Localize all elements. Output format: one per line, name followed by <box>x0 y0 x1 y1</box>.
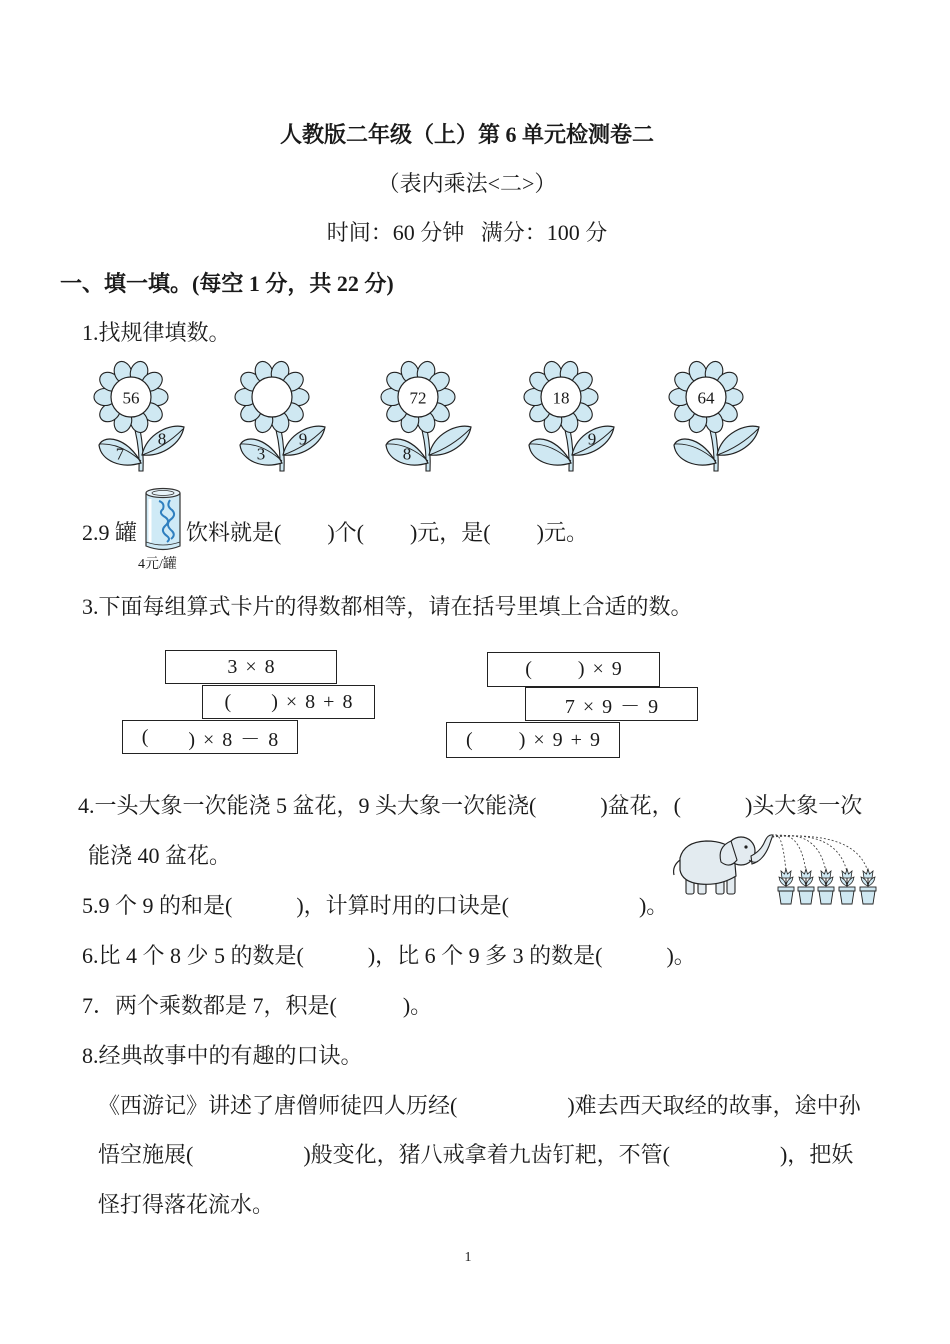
q2-text-segment: )个( <box>327 520 364 545</box>
card-a2 <box>202 685 375 719</box>
card-a3 <box>122 720 298 754</box>
flower-center-number: 56 <box>122 388 140 408</box>
water-spray <box>772 836 868 872</box>
q4-line-1 <box>78 792 862 820</box>
answer-blank <box>473 735 519 745</box>
pot-rim <box>860 887 876 891</box>
left-leaf-number: 7 <box>115 444 125 464</box>
flower-center-number: 72 <box>409 388 427 408</box>
q3-prompt: 3.下面每组算式卡片的得数都相等，请在括号里填上合适的数。 <box>82 594 693 619</box>
flower-3 <box>381 360 471 471</box>
water-spray <box>772 835 786 872</box>
flower-1 <box>94 360 184 471</box>
flower-pattern <box>0 360 800 480</box>
card-text: ) × 9 <box>577 658 622 680</box>
right-leaf <box>429 426 471 455</box>
elephant-watering-flowers-illustration <box>668 826 884 910</box>
q8-text-segment: )，把妖 <box>779 1142 854 1167</box>
q5-text-segment: )，计算时用的口诀是( <box>296 893 509 918</box>
can-price-label: 4元/罐 <box>138 557 177 572</box>
card-text: 7 × 9 － 9 <box>564 695 659 718</box>
q8-text-segment: 《西游记》讲述了唐僧师徒四人历经( <box>98 1093 458 1118</box>
q8-line-3: 怪打得落花流水。 <box>98 1192 275 1217</box>
q7-line <box>82 992 432 1020</box>
card-text: ) × 8 + 8 <box>271 690 353 713</box>
q5-text-segment: 5.9 个 9 的和是( <box>82 893 233 918</box>
answer-blank <box>364 530 410 540</box>
card-b3 <box>446 722 620 758</box>
left-leaf <box>529 439 571 465</box>
flower-4 <box>524 360 614 471</box>
water-spray <box>772 835 806 872</box>
q8-text-segment: )难去西天取经的故事，途中孙 <box>567 1093 861 1118</box>
card-text: 3 × 8 <box>227 655 275 678</box>
card-text: ( <box>525 658 532 680</box>
answer-blank <box>337 1003 403 1013</box>
page-subtitle: （表内乘法<二>） <box>377 171 557 196</box>
q2-text-segment: )元。 <box>536 520 588 545</box>
flower-pot <box>840 891 854 904</box>
answer-blank <box>193 1152 303 1162</box>
elephant-tail <box>674 860 680 875</box>
q7-text-segment: 7．两个乘数都是 7，积是( <box>82 993 337 1018</box>
elephant-eye <box>744 845 747 848</box>
card-text: ) × 9 + 9 <box>518 728 600 751</box>
potted-flower-bloom <box>781 869 791 878</box>
answer-blank <box>681 803 745 813</box>
answer-blank <box>304 953 368 963</box>
q2-lead: 2.9 罐 <box>82 520 138 545</box>
q8-text-segment: 悟空施展( <box>98 1142 194 1167</box>
pot-rim <box>798 887 814 891</box>
answer-blank <box>536 803 600 813</box>
answer-blank <box>148 732 188 742</box>
q8-line-1 <box>98 1092 861 1120</box>
right-leaf-number: 8 <box>157 429 167 449</box>
answer-blank <box>232 903 296 913</box>
q6-text-segment: )。 <box>666 943 696 968</box>
card-a1 <box>165 650 337 684</box>
can-top <box>146 489 180 498</box>
q5-line <box>82 892 668 920</box>
right-leaf-number: 9 <box>587 429 597 449</box>
answer-blank <box>281 530 327 540</box>
q1-prompt: 1.找规律填数。 <box>82 320 231 345</box>
flower-pot <box>819 891 833 904</box>
answer-blank <box>491 530 537 540</box>
potted-flower-bloom <box>821 869 831 878</box>
left-leaf <box>674 439 716 465</box>
section-heading: 一、填一填。(每空 1 分，共 22 分) <box>60 271 394 296</box>
left-leaf-number: 8 <box>402 444 412 464</box>
potted-flower-bloom <box>801 869 811 878</box>
water-spray <box>772 835 826 872</box>
flower-pot <box>799 891 813 904</box>
flower-center-number: 64 <box>697 388 715 408</box>
flower-pot <box>779 891 793 904</box>
right-leaf <box>717 426 759 455</box>
q4-text-segment: )盆花，( <box>600 793 681 818</box>
q2-text-segment: )元，是( <box>409 520 491 545</box>
flower-2 <box>235 360 325 471</box>
flower-5 <box>669 360 759 471</box>
answer-blank <box>670 1152 780 1162</box>
soda-can-icon <box>140 486 186 554</box>
q4-line-2: 能浇 40 盆花。 <box>88 843 232 868</box>
left-leaf-number: 3 <box>256 444 266 464</box>
card-text: ( <box>224 690 232 713</box>
potted-flower <box>772 835 794 904</box>
answer-blank <box>457 1103 567 1113</box>
right-leaf-number: 9 <box>298 429 308 449</box>
q2-text <box>186 519 588 547</box>
answer-blank <box>532 665 578 675</box>
flower-center-number: 18 <box>552 388 570 408</box>
page-title: 人教版二年级（上）第 6 单元检测卷二 <box>279 122 654 147</box>
card-b1 <box>487 652 660 687</box>
pot-rim <box>839 887 855 891</box>
flower-pot <box>861 891 875 904</box>
q2-text-segment: 饮料就是( <box>186 520 282 545</box>
card-text: ( <box>141 725 149 748</box>
answer-blank <box>602 953 666 963</box>
potted-flower-bloom <box>842 869 852 878</box>
page-number: 1 <box>464 1250 472 1265</box>
q8-text-segment: )般变化，猪八戒拿着九齿钉耙，不管( <box>303 1142 670 1167</box>
q4-text-segment: )头大象一次 <box>744 793 863 818</box>
q6-text-segment: 6.比 4 个 8 少 5 的数是( <box>82 943 304 968</box>
pot-rim <box>778 887 794 891</box>
q8-line-2 <box>98 1141 853 1169</box>
flower-center <box>252 377 292 417</box>
q8-prompt: 8.经典故事中的有趣的口诀。 <box>82 1043 363 1068</box>
card-text: ( <box>466 728 473 751</box>
card-b2 <box>525 687 698 721</box>
answer-blank <box>231 697 271 707</box>
q6-text-segment: )，比 6 个 9 多 3 的数是( <box>367 943 603 968</box>
answer-blank <box>509 903 639 913</box>
card-text: ) × 8 － 8 <box>188 728 279 751</box>
q4-text-segment: 4.一头大象一次能浇 5 盆花，9 头大象一次能浇( <box>78 793 537 818</box>
flower-pots <box>772 835 876 904</box>
time-and-score: 时间：60 分钟 满分：100 分 <box>326 220 608 245</box>
pot-rim <box>818 887 834 891</box>
q5-text-segment: )。 <box>638 893 669 918</box>
q7-text-segment: )。 <box>402 993 433 1018</box>
q6-line <box>82 942 696 970</box>
potted-flower-bloom <box>863 869 873 878</box>
